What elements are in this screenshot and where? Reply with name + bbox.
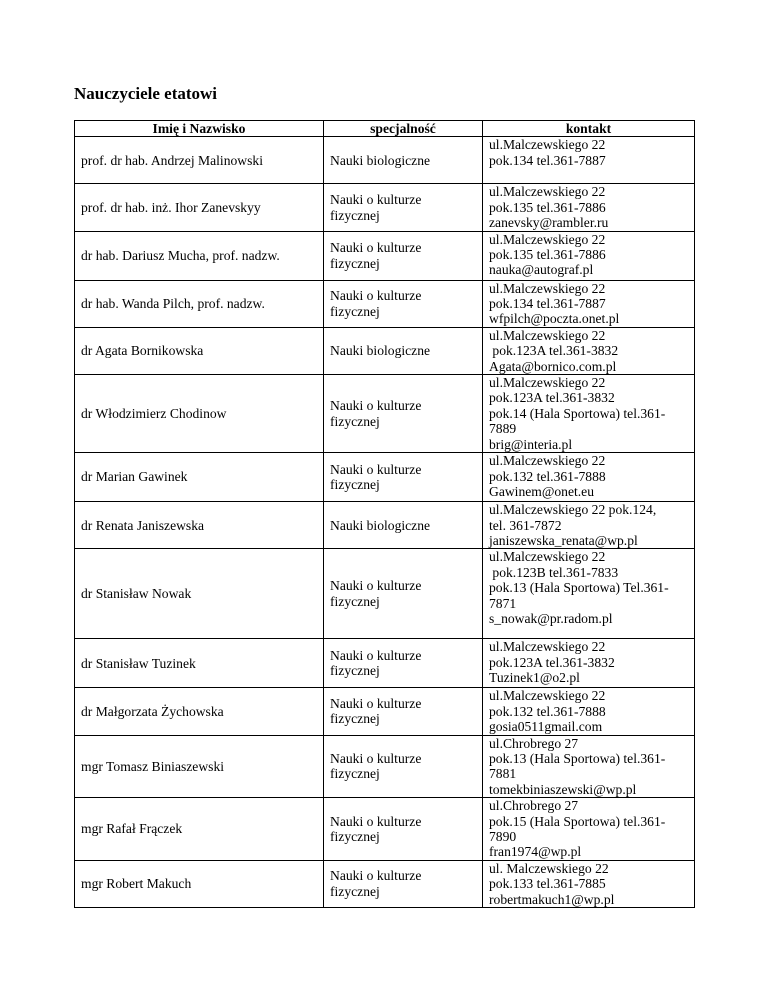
column-header-name: Imię i Nazwisko [75,121,324,137]
table-row [75,639,695,688]
table-row [75,453,695,502]
contact-line: ul.Malczewskiego 22 [489,375,606,391]
specialty-line: fizycznej [330,593,380,609]
contact-line: 7881 [489,766,517,782]
cell-specialty [324,549,483,639]
cell-contact [483,549,695,639]
cell-specialty [324,453,483,502]
table-row [75,688,695,735]
specialty-line: fizycznej [330,766,380,782]
cell-contact [483,375,695,453]
contact-line: fran1974@wp.pl [489,844,582,860]
cell-contact [483,184,695,231]
contact-line: pok.135 tel.361-7886 [489,247,606,263]
cell-contact [483,453,695,502]
cell-specialty [324,137,483,184]
cell-specialty [324,184,483,231]
cell-name: mgr Robert Makuch [75,860,324,907]
contact-line: pok.123A tel.361-3832 [489,654,615,670]
contact-line: 7890 [489,828,517,844]
contact-line: wfpilch@poczta.onet.pl [489,311,620,327]
contact-line: pok.13 (Hala Sportowa) Tel.361- [489,580,669,596]
table-row [75,860,695,907]
cell-name: prof. dr hab. Andrzej Malinowski [75,137,324,184]
contact-line: ul.Malczewskiego 22 [489,280,606,296]
contact-line: pok.14 (Hala Sportowa) tel.361- [489,405,666,421]
cell-contact [483,137,695,184]
cell-name: dr Stanisław Tuzinek [75,639,324,688]
cell-name: prof. dr hab. inż. Ihor Zanevskyy [75,184,324,231]
contact-line: 7889 [489,421,517,437]
specialty-line: Nauki o kulturze [330,696,422,712]
cell-name: mgr Tomasz Biniaszewski [75,735,324,798]
contact-line: brig@interia.pl [489,436,573,452]
table-header-row [75,121,695,137]
cell-specialty [324,280,483,327]
cell-name: dr Małgorzata Żychowska [75,688,324,735]
specialty-line: Nauki o kulturze [330,868,422,884]
specialty-line: Nauki o kulturze [330,192,422,208]
cell-contact [483,688,695,735]
column-header-specialty: specjalność [324,121,483,137]
specialty-line: Nauki o kulturze [330,813,422,829]
table-row [75,549,695,639]
specialty-line: Nauki o kulturze [330,288,422,304]
contact-line: nauka@autograf.pl [489,262,594,278]
table-row [75,735,695,798]
table-row [75,375,695,453]
cell-name: dr Włodzimierz Chodinow [75,375,324,453]
cell-contact [483,327,695,374]
table-row [75,231,695,280]
cell-name: mgr Rafał Frączek [75,798,324,861]
cell-name: dr Agata Bornikowska [75,327,324,374]
cell-specialty [324,798,483,861]
contact-line: ul.Chrobrego 27 [489,735,579,751]
specialty-line: Nauki o kulturze [330,578,422,594]
contact-line: Agata@bornico.com.pl [489,358,617,374]
cell-contact [483,231,695,280]
cell-name: dr Renata Janiszewska [75,502,324,549]
contact-line: gosia0511gmail.com [489,719,603,735]
page-title: Nauczyciele etatowi [74,84,218,103]
contact-line: ul.Malczewskiego 22 [489,688,606,704]
cell-specialty [324,639,483,688]
specialty-line: fizycznej [330,477,380,493]
contact-line: ul.Malczewskiego 22 [489,639,606,655]
cell-specialty [324,502,483,549]
specialty-line: fizycznej [330,883,380,899]
contact-line: pok.133 tel.361-7885 [489,876,606,892]
specialty-line: fizycznej [330,207,380,223]
contact-line: pok.123A tel.361-3832 [489,390,615,406]
contact-line: pok.123A tel.361-3832 [489,343,619,359]
cell-contact [483,798,695,861]
specialty-line: Nauki o kulturze [330,398,422,414]
contact-line: ul. Malczewskiego 22 [489,860,609,876]
contact-line: pok.13 (Hala Sportowa) tel.361- [489,750,666,766]
contact-line: ul.Malczewskiego 22 pok.124, [489,502,657,518]
contact-line: robertmakuch1@wp.pl [489,891,615,907]
cell-specialty [324,688,483,735]
cell-contact [483,735,695,798]
table-row [75,137,695,184]
cell-name: dr Marian Gawinek [75,453,324,502]
contact-line: Gawinem@onet.eu [489,483,594,499]
cell-specialty [324,735,483,798]
contact-line: pok.132 tel.361-7888 [489,703,606,719]
contact-line: Tuzinek1@o2.pl [489,670,580,686]
cell-name: dr Stanisław Nowak [75,549,324,639]
specialty-line: fizycznej [330,663,380,679]
specialty-line: Nauki biologiczne [330,517,431,533]
specialty-line: Nauki biologiczne [330,152,431,168]
cell-contact [483,280,695,327]
specialty-line: fizycznej [330,255,380,271]
contact-line: tomekbiniaszewski@wp.pl [489,781,637,797]
specialty-line: fizycznej [330,711,380,727]
contact-line: pok.15 (Hala Sportowa) tel.361- [489,813,666,829]
contact-line: ul.Malczewskiego 22 [489,137,606,153]
cell-contact [483,639,695,688]
cell-specialty [324,327,483,374]
contact-line: ul.Malczewskiego 22 [489,184,606,200]
column-header-contact: kontakt [483,121,695,137]
contact-line: pok.132 tel.361-7888 [489,468,606,484]
contact-line: pok.123B tel.361-7833 [489,564,619,580]
contact-line: 7871 [489,595,517,611]
specialty-line: Nauki o kulturze [330,240,422,256]
cell-name: dr hab. Wanda Pilch, prof. nadzw. [75,280,324,327]
cell-specialty [324,375,483,453]
specialty-line: fizycznej [330,828,380,844]
specialty-line: Nauki o kulturze [330,461,422,477]
contact-line: ul.Malczewskiego 22 [489,327,606,343]
contact-line: pok.134 tel.361-7887 [489,152,606,168]
contact-line: s_nowak@pr.radom.pl [489,610,613,626]
table-row [75,798,695,861]
contact-line: zanevsky@rambler.ru [489,215,609,231]
contact-line: ul.Malczewskiego 22 [489,453,606,469]
table-row [75,502,695,549]
contact-line: pok.134 tel.361-7887 [489,296,606,312]
cell-specialty [324,860,483,907]
specialty-line: Nauki biologiczne [330,343,431,359]
table-row [75,327,695,374]
contact-line: ul.Malczewskiego 22 [489,231,606,247]
contact-line: pok.135 tel.361-7886 [489,199,606,215]
table-row [75,184,695,231]
cell-name: dr hab. Dariusz Mucha, prof. nadzw. [75,231,324,280]
table-row [75,280,695,327]
contact-line: tel. 361-7872 [489,517,562,533]
specialty-line: Nauki o kulturze [330,750,422,766]
specialty-line: fizycznej [330,413,380,429]
cell-contact [483,860,695,907]
staff-table [74,120,695,908]
cell-contact [483,502,695,549]
contact-line: ul.Malczewskiego 22 [489,549,606,565]
specialty-line: fizycznej [330,303,380,319]
contact-line: janiszewska_renata@wp.pl [489,532,638,548]
contact-line: ul.Chrobrego 27 [489,798,579,814]
specialty-line: Nauki o kulturze [330,647,422,663]
cell-specialty [324,231,483,280]
